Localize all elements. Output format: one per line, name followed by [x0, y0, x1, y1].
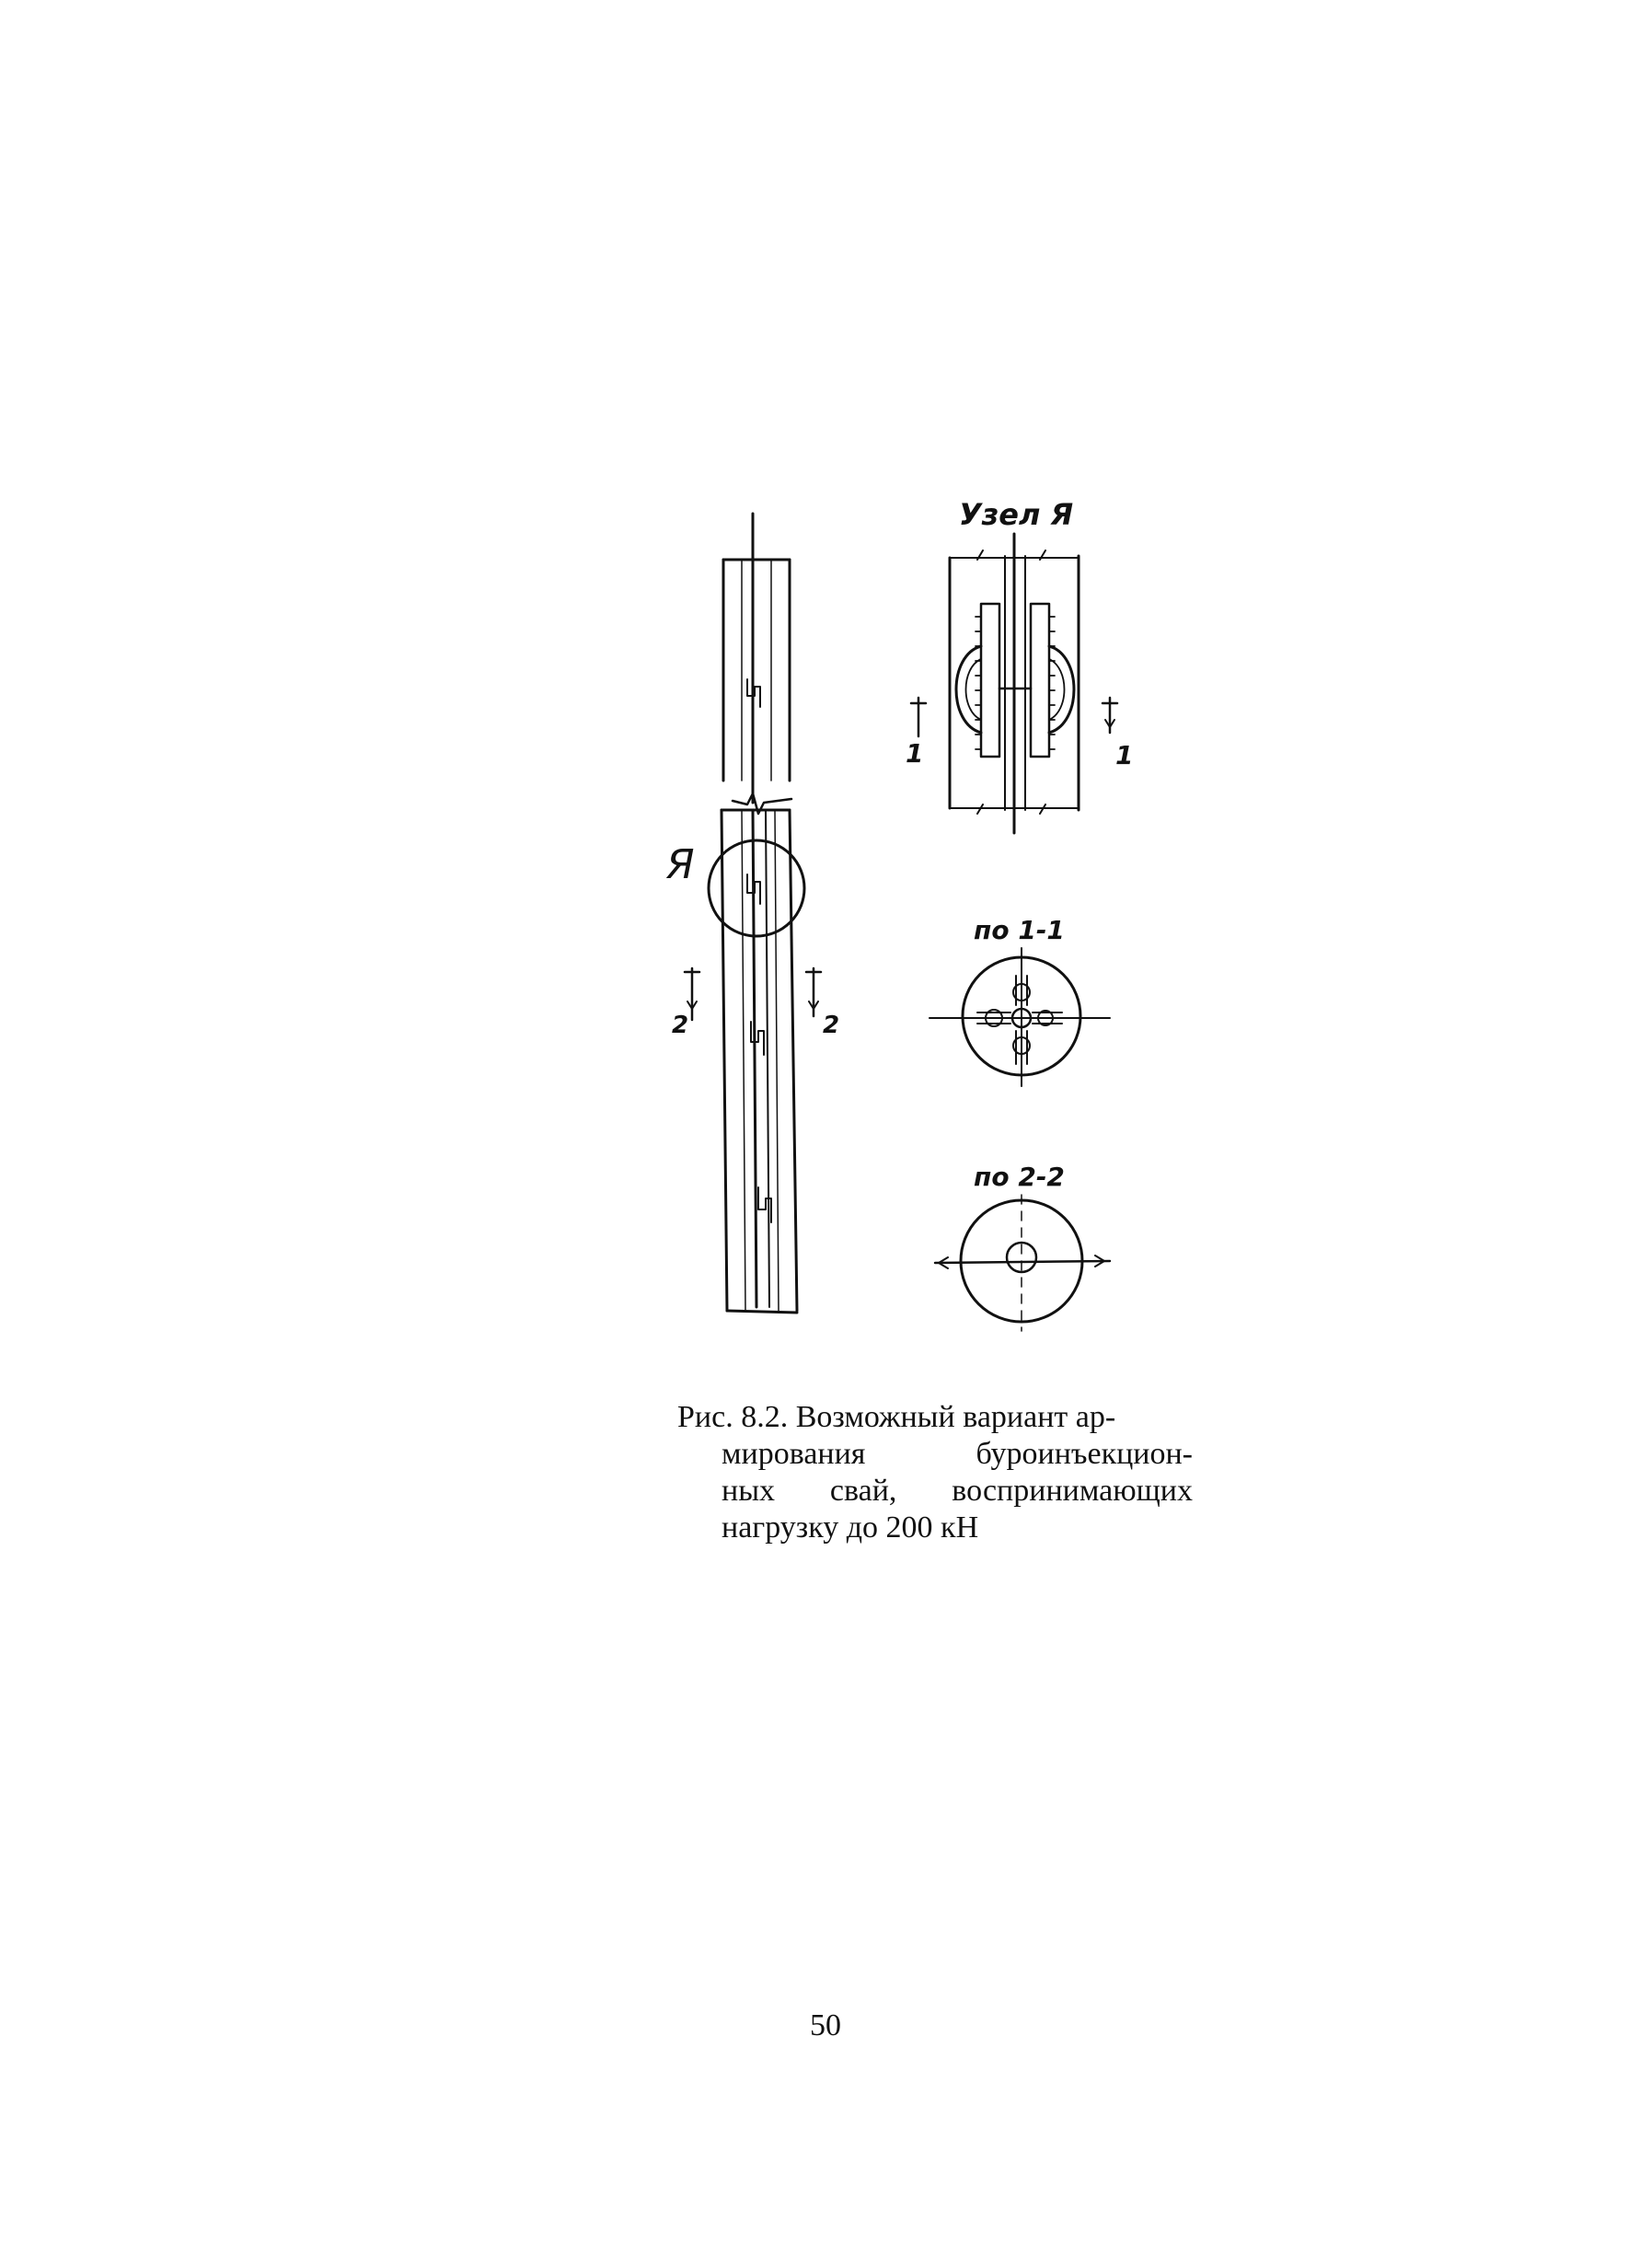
- node-a-detail: [911, 534, 1117, 833]
- section-2-2-title: по 2-2: [974, 1162, 1065, 1192]
- lower-pile-segment: [722, 810, 797, 1313]
- figure-caption: [677, 1399, 1193, 1546]
- page-number: 50: [810, 2008, 841, 2042]
- node-a-title: Узел Я: [959, 497, 1074, 532]
- section-1-1-title: по 1-1: [974, 915, 1065, 945]
- section-1-label-right: 1: [1115, 740, 1134, 770]
- section-1-1-view: [929, 948, 1110, 1086]
- section-1-label-left: 1: [906, 738, 924, 769]
- pile-elevation: [685, 514, 821, 1313]
- section-2-marker-right: [806, 968, 821, 1016]
- section-1-marker-left: [911, 698, 926, 736]
- section-2-label-left: 2: [672, 1012, 689, 1039]
- caption-line-1: Рис. 8.2. Возможный вариант ар-: [677, 1400, 1116, 1434]
- upper-pile-segment: [723, 560, 790, 781]
- caption-line-3: ных свай, воспринимающих: [722, 1474, 1193, 1508]
- detail-a-label: Я: [666, 841, 695, 888]
- section-2-label-right: 2: [823, 1012, 840, 1039]
- caption-line-2: мирования буроинъекцион-: [722, 1437, 1193, 1471]
- caption-line-4: нагрузку до 200 кН: [722, 1510, 979, 1545]
- section-2-2-view: [935, 1195, 1110, 1331]
- section-1-marker-right: [1103, 698, 1117, 733]
